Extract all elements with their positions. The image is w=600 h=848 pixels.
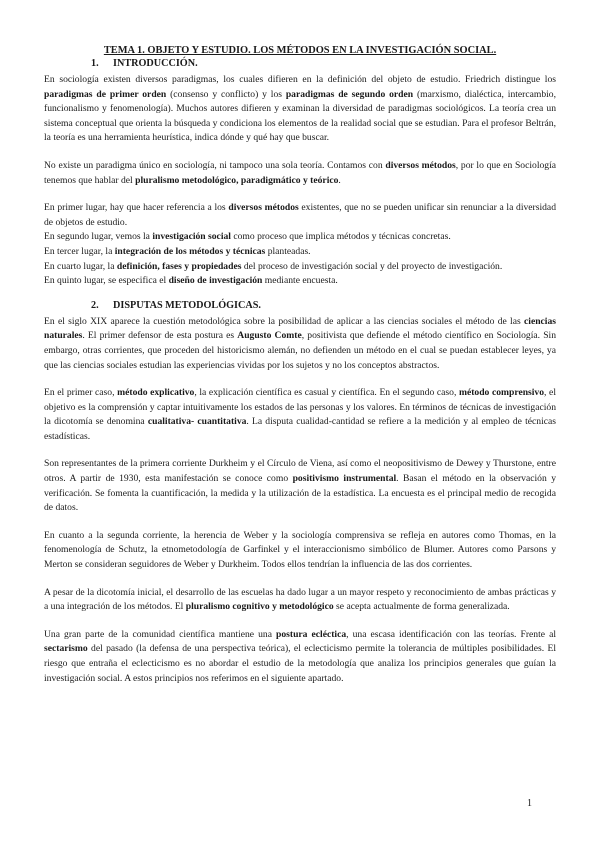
paragraph-siglo-xix: En el siglo XIX aparece la cuestión metodológica sobre la posibilidad de aplicar a las ciencias sociales el método de las ciencias naturales. El primer defensor de esta postura es Augusto Comte, positivista que defiende el método científico en Sociología. Sin embargo, otras corrientes, que proceden del historicismo alemán, no defienden un método en el cual se puedan establecer leyes, ya que las ciencias sociales estudian las experiencias vividas por los sujetos y no los conceptos abstractos. — [44, 315, 556, 371]
bold-term: paradigmas de primer orden — [44, 88, 167, 100]
section-title: DISPUTAS METODOLÓGICAS. — [113, 299, 261, 311]
paragraph-cuarto-lugar: En cuarto lugar, la definición, fases y propiedades del proceso de investigación social y del proyecto de investigación. — [44, 260, 503, 272]
bold-term: ciencias naturales — [44, 315, 556, 342]
bold-term: integración de los métodos y técnicas — [114, 245, 266, 257]
bold-term: cualitativa- cuantitativa — [147, 416, 247, 428]
paragraph-segundo-lugar: En segundo lugar, vemos la investigación social como proceso que implica métodos y técnicas concretas. — [44, 231, 451, 243]
bold-term: pluralismo metodológico, paradigmático y teórico — [135, 174, 339, 186]
paragraph-primer-lugar: En primer lugar, hay que hacer referencia a los diversos métodos existentes, que no se pueden unificar sin renunciar a la diversidad de objetos de estudio. — [44, 202, 556, 228]
paragraph-quinto-lugar: En quinto lugar, se especifica el diseño de investigación mediante encuesta. — [44, 275, 338, 287]
bold-term: pluralismo cognitivo y metodológico — [185, 601, 334, 613]
section-heading-introduccion — [44, 57, 556, 70]
bold-term: paradigmas de segundo orden — [285, 88, 414, 100]
bold-term: positivismo instrumental — [292, 473, 397, 485]
bold-term: Augusto Comte — [237, 330, 302, 342]
section-title: INTRODUCCIÓN. — [113, 58, 198, 69]
paragraph-eclecticismo: Una gran parte de la comunidad científica mantiene una postura ecléctica, una escasa identificación con las teorías. Frente al sectarismo del pasado (la defensa de una perspectiva teórica), el eclecticismo permite la tolerancia de múltiples posibilidades. El riesgo que entraña el eclecticismo es no abordar el estudio de la metodología que analiza los principios generales que guían la investigación social. A estos principios nos referimos en el siguiente apartado. — [44, 628, 556, 684]
page-content — [44, 44, 556, 686]
bold-term: método explicativo — [117, 387, 195, 399]
document-title: TEMA 1. OBJETO Y ESTUDIO. LOS MÉTODOS EN LA INVESTIGACIÓN SOCIAL. — [103, 45, 497, 56]
bold-term: definición, fases y propiedades — [116, 260, 242, 272]
page-number: 1 — [527, 798, 532, 809]
bold-term: diseño de investigación — [168, 275, 263, 287]
bold-term: diversos métodos — [228, 202, 299, 214]
section-number: 1. — [91, 58, 99, 69]
paragraph-dicotomia: A pesar de la dicotomía inicial, el desarrollo de las escuelas ha dado lugar a un mayor respeto y reconocimiento de ambas prácticas y a una integración de los métodos. El pluralismo cognitivo y metodológico se acepta actualmente de forma generalizada. — [44, 586, 556, 613]
paragraph-metodos: En el primer caso, método explicativo, la explicación científica es casual y científica. En el segundo caso, método comprensivo, el objetivo es la comprensión y captar intuitivamente los estados de las personas y los valores. En términos de técnicas de investigación la dicotomía se denomina cualitativa- cuantitativa. La disputa cualidad-cantidad se refiere a la medición y al empleo de técnicas estadísticas. — [44, 387, 556, 442]
section-heading-disputas — [44, 299, 556, 312]
paragraph-representantes: Son representantes de la primera corriente Durkheim y el Círculo de Viena, así como el neopositivismo de Dewey y Thurstone, entre otros. A partir de 1930, esta manifestación se conoce como positivismo instrumental. Basan el método en la observación y verificación. Se fomenta la cuantificación, la medida y la utilización de la estadística. La encuesta es el principal medio de recogida de datos. — [44, 458, 556, 514]
bold-term: diversos métodos — [385, 159, 456, 171]
paragraph-pluralismo: No existe un paradigma único en sociología, ni tampoco una sola teoría. Contamos con diversos métodos, por lo que en Sociología tenemos que hablar del pluralismo metodológico, paradigmático y teórico. — [44, 159, 557, 186]
paragraph-segunda-corriente: En cuanto a la segunda corriente, la herencia de Weber y la sociología comprensiva se refleja en autores como Thomas, en la fenomenología de Schutz, la etnometodología de Garfinkel y el interaccionismo simbólico de Blumer. Autores como Parsons y Merton se consideran seguidores de Weber y Durkheim. Todos ellos tendrían la influencia de las dos corrientes. — [44, 529, 556, 571]
bold-term: método comprensivo — [458, 387, 545, 399]
bold-term: postura ecléctica — [276, 628, 347, 640]
bold-term: sectarismo — [44, 643, 88, 655]
bold-term: investigación social — [152, 231, 231, 243]
paragraph-paradigmas: En sociología existen diversos paradigmas, los cuales difieren en la definición del objeto de estudio. Friedrich distingue los paradigmas de primer orden (consenso y conflicto) y los paradigmas de segundo orden (marxismo, dialéctica, intercambio, funcionalismo y fenomenología). Muchos autores difieren y examinan la diversidad de paradigmas sociológicos. La teoría crea un sistema conceptual que orienta la búsqueda y condiciona los elementos de la realidad social que se estudian. Para el profesor Beltrán, la teoría es una herramienta heurística, indica dónde y qué hay que buscar. — [44, 74, 556, 144]
paragraph-tercer-lugar: En tercer lugar, la integración de los métodos y técnicas planteadas. — [44, 245, 311, 257]
section-number: 2. — [91, 299, 99, 311]
